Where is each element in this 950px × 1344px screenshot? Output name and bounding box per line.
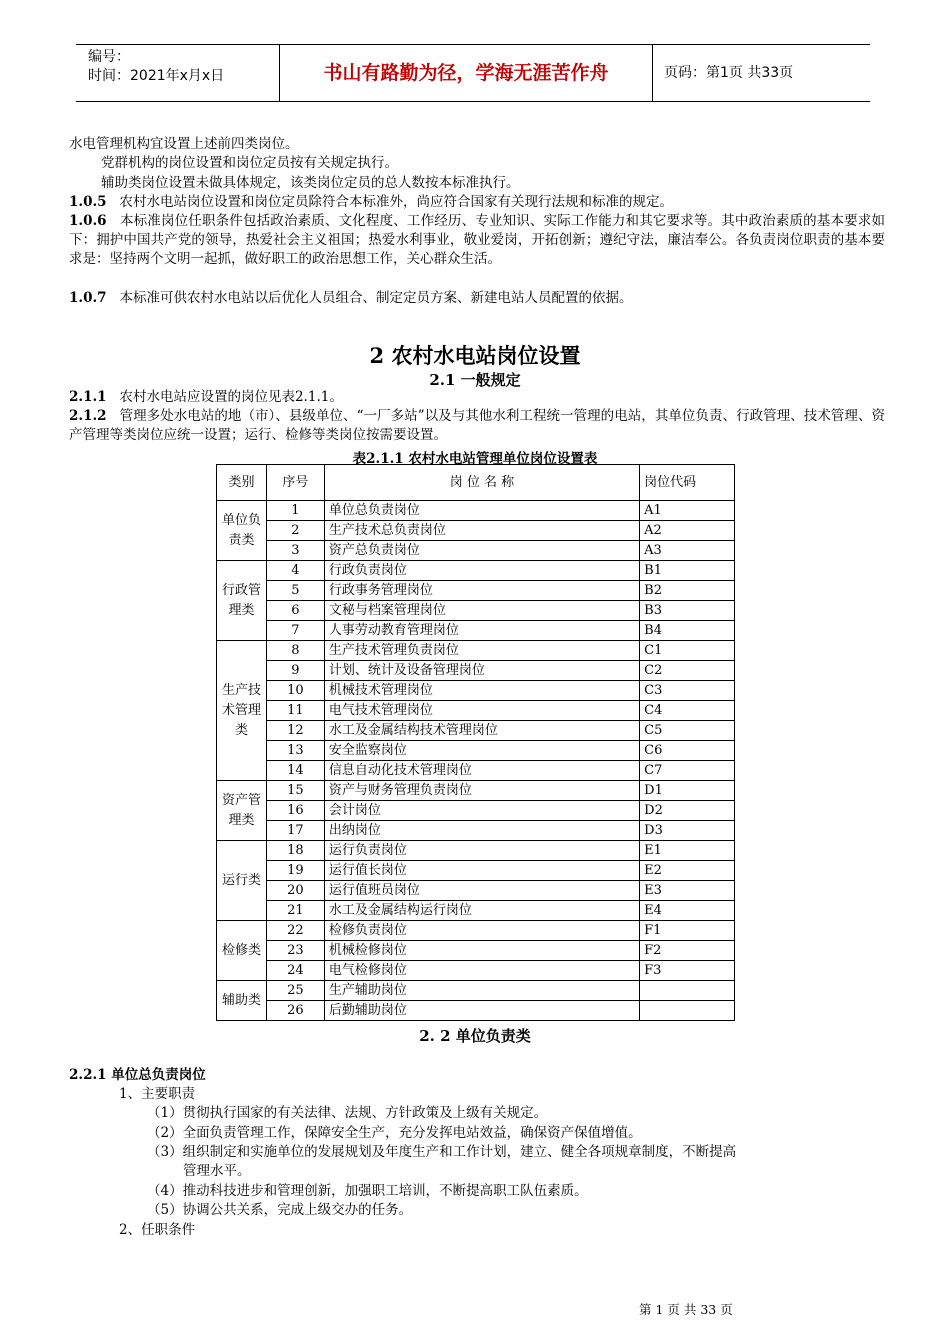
code-cell: A2 [640,521,735,541]
no-cell: 21 [266,901,324,921]
name-cell: 电气检修岗位 [324,961,639,981]
name-cell: 信息自动化技术管理岗位 [324,761,639,781]
category-cell: 辅助类 [217,981,267,1021]
clause-text: 农村水电站应设置的岗位见表2.1.1。 [119,389,343,405]
table-row [217,581,735,601]
clause-number: 1.0.5 [69,194,107,210]
header-code: 岗位代码 [640,465,735,501]
table-row [217,501,735,521]
code-cell: A3 [640,541,735,561]
clause-text: 本标准岗位任职条件包括政治素质、文化程度、工作经历、专业知识、实际工作能力和其它要求等。其中政治素质的基本要求如下：拥护中国共产党的领导，热爱社会主义祖国；热爱水利事业，敬业爱岗，开拓创新；遵纪守法，廉洁奉公。各负责岗位职责的基本要求是：坚持两个文明一起抓，做好职工的政治思想工作，关心群众生活。 [69,213,886,267]
time-label: 时间：2021年x月x日 [88,68,225,84]
clause-1-0-6 [69,212,885,269]
name-cell: 生产辅助岗位 [324,981,639,1001]
name-cell: 安全监察岗位 [324,741,639,761]
table-row [217,641,735,661]
no-cell: 13 [266,741,324,761]
clause-number: 2.1.2 [69,408,107,424]
code-cell: D1 [640,781,735,801]
no-cell: 17 [266,821,324,841]
chapter-title: 2 农村水电站岗位设置 [369,343,581,368]
code-cell: B1 [640,561,735,581]
table-row [217,681,735,701]
no-cell: 6 [266,601,324,621]
clause-text: 管理多处水电站的地（市）、县级单位、“一厂多站”以及与其他水利工程统一管理的电站，其单位负责、行政管理、技术管理、资产管理等类岗位应统一设置；运行、检修等类岗位按需要设置。 [69,408,885,443]
table-row [217,1001,735,1021]
clause-2-1-2 [69,407,885,445]
code-cell: B3 [640,601,735,621]
table-row [217,941,735,961]
table-row [217,521,735,541]
code-cell: E2 [640,861,735,881]
name-cell: 计划、统计及设备管理岗位 [324,661,639,681]
para-1: 水电管理机构宜设置上述前四类岗位。 [69,136,299,152]
no-cell: 26 [266,1001,324,1021]
table-row [217,801,735,821]
name-cell: 后勤辅助岗位 [324,1001,639,1021]
no-cell: 5 [266,581,324,601]
name-cell: 文秘与档案管理岗位 [324,601,639,621]
name-cell: 人事劳动教育管理岗位 [324,621,639,641]
header-motto: 书山有路勤为径，学海无涯苦作舟 [279,45,653,101]
code-cell: C3 [640,681,735,701]
name-cell: 资产总负责岗位 [324,541,639,561]
code-cell: F2 [640,941,735,961]
header-no: 序号 [266,465,324,501]
no-cell: 8 [266,641,324,661]
duty-item: （4）推动科技进步和管理创新，加强职工培训，不断提高职工队伍素质。 [147,1183,588,1199]
table-row [217,881,735,901]
name-cell: 检修负责岗位 [324,921,639,941]
code-cell: D2 [640,801,735,821]
clause-text: 农村水电站岗位设置和岗位定员除符合本标准外，尚应符合国家有关现行法规和标准的规定。 [119,194,673,210]
category-cell: 生产技术管理类 [217,641,267,781]
name-cell: 运行负责岗位 [324,841,639,861]
no-cell: 9 [266,661,324,681]
name-cell: 行政事务管理岗位 [324,581,639,601]
code-cell: F1 [640,921,735,941]
code-cell [640,1001,735,1021]
no-cell: 23 [266,941,324,961]
code-cell: C6 [640,741,735,761]
table-row [217,661,735,681]
name-cell: 会计岗位 [324,801,639,821]
no-cell: 1 [266,501,324,521]
table-row [217,601,735,621]
name-cell: 机械技术管理岗位 [324,681,639,701]
code-cell: C4 [640,701,735,721]
header-meta [76,45,279,101]
clause-text: 本标准可供农村水电站以后优化人员组合、制定定员方案、新建电站人员配置的依据。 [119,290,633,306]
no-cell: 20 [266,881,324,901]
name-cell: 运行值长岗位 [324,861,639,881]
position-table [216,464,735,1021]
table-row [217,721,735,741]
name-cell: 单位总负责岗位 [324,501,639,521]
no-cell: 7 [266,621,324,641]
name-cell: 运行值班员岗位 [324,881,639,901]
no-cell: 18 [266,841,324,861]
no-cell: 2 [266,521,324,541]
table-row [217,621,735,641]
name-cell: 机械检修岗位 [324,941,639,961]
table-row [217,761,735,781]
clause-1-0-5 [69,193,885,212]
code-cell: E1 [640,841,735,861]
category-cell: 单位负责类 [217,501,267,561]
duties-title: 1、主要职责 [119,1086,196,1102]
table-body [217,501,735,1021]
duty-item: （5）协调公共关系，完成上级交办的任务。 [147,1202,413,1218]
duty-item: （2）全面负责管理工作，保障安全生产，充分发挥电站效益，确保资产保值增值。 [147,1125,642,1141]
category-cell: 检修类 [217,921,267,981]
clause-2-1-1 [69,388,885,407]
table-row [217,921,735,941]
table-row [217,861,735,881]
no-cell: 4 [266,561,324,581]
qualification-title: 2、任职条件 [119,1222,196,1238]
no-cell: 14 [266,761,324,781]
code-cell [640,981,735,1001]
header-category: 类别 [217,465,267,501]
no-cell: 10 [266,681,324,701]
clause-number: 1.0.6 [69,213,107,229]
para-3: 辅助类岗位设置未做具体规定，该类岗位定员的总人数按本标准执行。 [101,175,520,191]
code-cell: B4 [640,621,735,641]
name-cell: 水工及金属结构运行岗位 [324,901,639,921]
code-cell: C7 [640,761,735,781]
table-row [217,741,735,761]
duty-item: （1）贯彻执行国家的有关法律、法规、方针政策及上级有关规定。 [147,1105,548,1121]
duty-item: 管理水平。 [183,1163,251,1179]
name-cell: 生产技术管理负责岗位 [324,641,639,661]
clause-1-0-7 [69,289,885,308]
no-cell: 16 [266,801,324,821]
no-cell: 24 [266,961,324,981]
page-footer: 第 1 页 共 33 页 [639,1302,733,1317]
table-row [217,981,735,1001]
code-cell: C1 [640,641,735,661]
no-cell: 11 [266,701,324,721]
name-cell: 出纳岗位 [324,821,639,841]
category-cell: 运行类 [217,841,267,921]
table-row [217,781,735,801]
para-2: 党群机构的岗位设置和岗位定员按有关规定执行。 [101,155,398,171]
code-cell: B2 [640,581,735,601]
code-cell: E4 [640,901,735,921]
header-name: 岗 位 名 称 [324,465,639,501]
code-cell: A1 [640,501,735,521]
table-row [217,841,735,861]
no-cell: 19 [266,861,324,881]
table-row [217,701,735,721]
table-caption: 表2.1.1 农村水电站管理单位岗位设置表 [352,451,598,467]
code-cell: D3 [640,821,735,841]
name-cell: 行政负责岗位 [324,561,639,581]
category-cell: 行政管理类 [217,561,267,641]
clause-number: 1.0.7 [69,290,107,306]
no-cell: 25 [266,981,324,1001]
code-cell: F3 [640,961,735,981]
clause-number: 2.1.1 [69,389,107,405]
section-2-2-title: 2. 2 单位负责类 [419,1027,531,1045]
table-row [217,961,735,981]
name-cell: 资产与财务管理负责岗位 [324,781,639,801]
code-cell: E3 [640,881,735,901]
code-cell: C5 [640,721,735,741]
no-cell: 12 [266,721,324,741]
duty-item: （3）组织制定和实施单位的发展规划及年度生产和工作计划，建立、健全各项规章制度，不断提高 [147,1144,737,1160]
no-cell: 3 [266,541,324,561]
code-cell: C2 [640,661,735,681]
section-2-1-title: 2.1 一般规定 [429,371,521,389]
page-header [76,44,870,102]
name-cell: 生产技术总负责岗位 [324,521,639,541]
table-row [217,561,735,581]
no-cell: 15 [266,781,324,801]
table-row [217,821,735,841]
number-label: 编号： [88,49,130,65]
table-row [217,901,735,921]
name-cell: 水工及金属结构技术管理岗位 [324,721,639,741]
no-cell: 22 [266,921,324,941]
name-cell: 电气技术管理岗位 [324,701,639,721]
header-page-label: 页码：第1页 共33页 [664,65,794,81]
category-cell: 资产管理类 [217,781,267,841]
table-row [217,541,735,561]
section-2-2-1-title: 2.2.1 单位总负责岗位 [69,1067,206,1083]
